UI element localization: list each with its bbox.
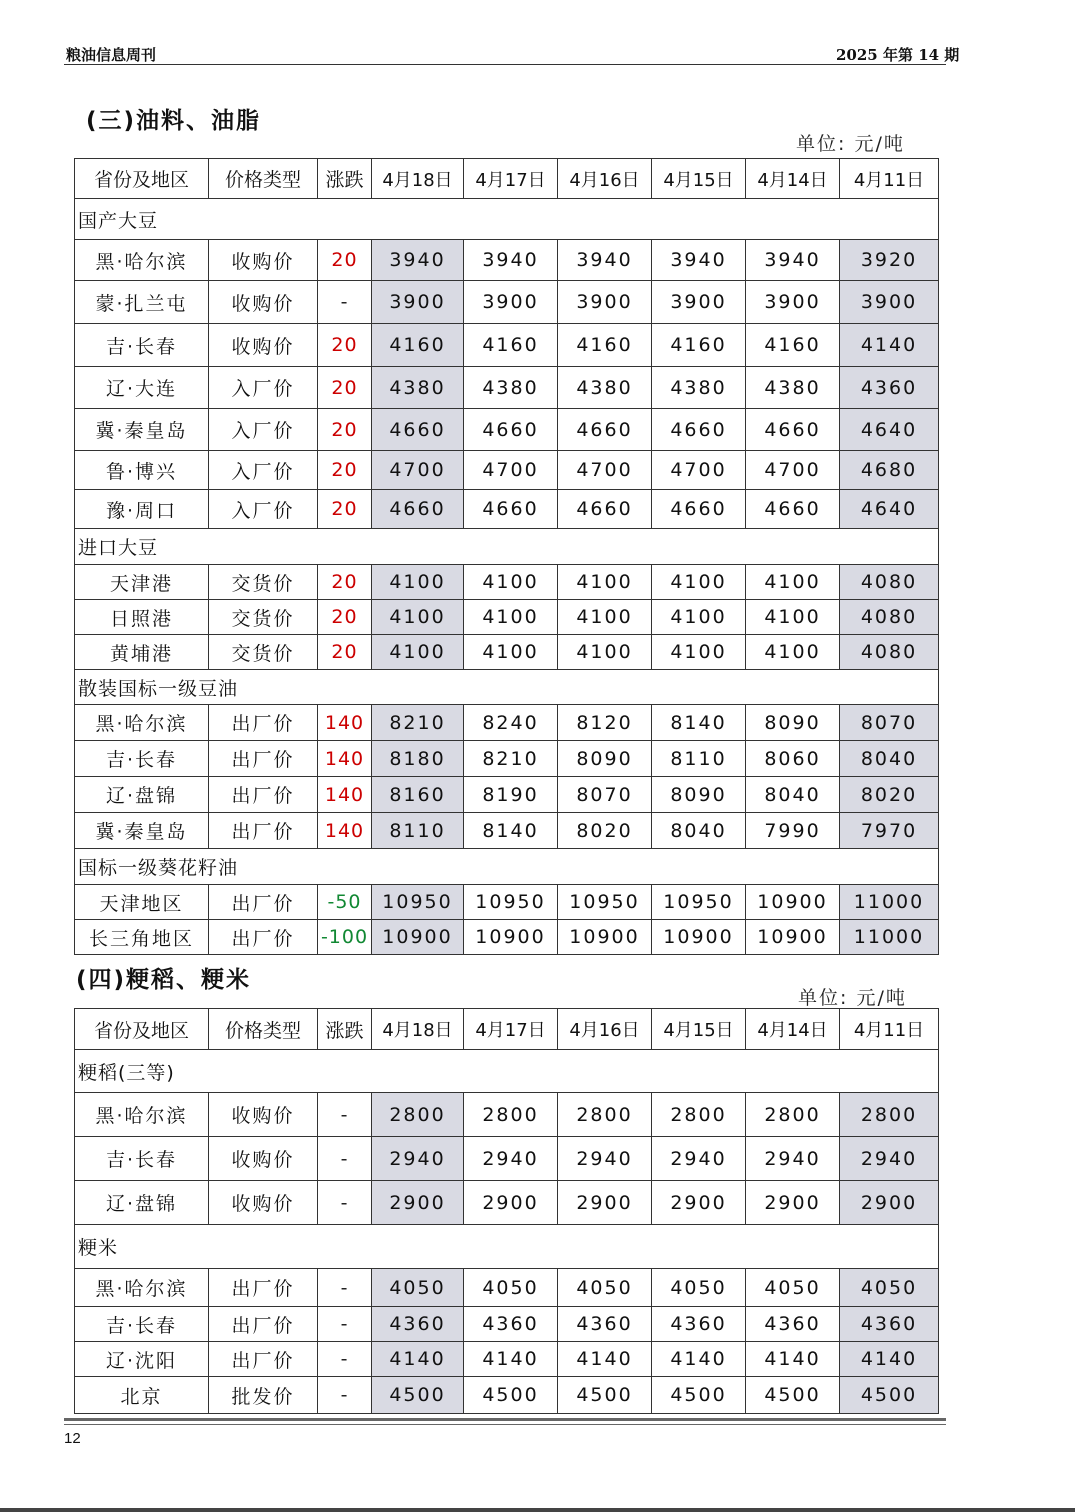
price-cell: 8180	[372, 741, 464, 777]
price-cell: 4050	[840, 1269, 939, 1307]
price-cell: 4700	[652, 451, 746, 490]
change-cell: 140	[318, 705, 372, 741]
price-table-rice	[74, 1008, 939, 1414]
price-cell: 10950	[652, 885, 746, 920]
region-cell: 吉·长春	[75, 324, 209, 367]
table-row	[75, 324, 939, 367]
price-cell: 3940	[652, 240, 746, 281]
price-cell: 2900	[652, 1181, 746, 1225]
price-cell: 4500	[746, 1377, 840, 1414]
price-cell: 2940	[840, 1137, 939, 1181]
price-type-cell: 批发价	[209, 1377, 318, 1414]
header-rule	[64, 64, 946, 65]
price-cell: 2900	[372, 1181, 464, 1225]
page-number: 12	[64, 1430, 81, 1447]
region-cell: 黑·哈尔滨	[75, 240, 209, 281]
region-cell: 吉·长春	[75, 1307, 209, 1342]
column-header: 省份及地区	[75, 1009, 209, 1050]
region-cell: 天津港	[75, 565, 209, 600]
change-cell: -	[318, 1137, 372, 1181]
table-row	[75, 777, 939, 813]
price-cell: 4100	[652, 565, 746, 600]
table-row	[75, 490, 939, 529]
price-type-cell: 出厂价	[209, 1269, 318, 1307]
region-cell: 冀·秦皇岛	[75, 813, 209, 849]
price-cell: 8040	[840, 741, 939, 777]
price-cell: 3900	[558, 281, 652, 324]
price-cell: 4050	[558, 1269, 652, 1307]
unit-label-oils: 单位: 元/吨	[796, 133, 905, 155]
group-row	[75, 199, 939, 240]
change-cell: 20	[318, 600, 372, 635]
price-cell: 4100	[372, 635, 464, 670]
price-type-cell: 入厂价	[209, 490, 318, 529]
price-type-cell: 交货价	[209, 600, 318, 635]
table-row	[75, 741, 939, 777]
column-header: 4月11日	[840, 159, 939, 199]
price-cell: 4140	[746, 1342, 840, 1377]
change-cell: 20	[318, 324, 372, 367]
price-cell: 4700	[464, 451, 558, 490]
price-cell: 4360	[746, 1307, 840, 1342]
price-cell: 2900	[464, 1181, 558, 1225]
price-cell: 4660	[464, 490, 558, 529]
price-cell: 10900	[558, 920, 652, 955]
price-cell: 2940	[558, 1137, 652, 1181]
price-cell: 4660	[372, 409, 464, 451]
price-cell: 4360	[840, 1307, 939, 1342]
footer-rule	[64, 1418, 946, 1421]
change-cell: -	[318, 1307, 372, 1342]
price-cell: 8160	[372, 777, 464, 813]
group-label: 散装国标一级豆油	[75, 670, 939, 705]
change-cell: -	[318, 1269, 372, 1307]
price-cell: 2940	[652, 1137, 746, 1181]
price-cell: 4360	[840, 367, 939, 409]
region-cell: 辽·沈阳	[75, 1342, 209, 1377]
region-cell: 鲁·博兴	[75, 451, 209, 490]
price-type-cell: 出厂价	[209, 920, 318, 955]
price-type-cell: 收购价	[209, 281, 318, 324]
change-cell: 20	[318, 490, 372, 529]
price-cell: 4080	[840, 565, 939, 600]
price-cell: 10900	[372, 920, 464, 955]
price-cell: 4660	[746, 409, 840, 451]
table-row	[75, 1137, 939, 1181]
column-header: 4月15日	[652, 1009, 746, 1050]
table-header-row	[75, 159, 939, 199]
price-cell: 4500	[652, 1377, 746, 1414]
region-cell: 黄埔港	[75, 635, 209, 670]
price-type-cell: 入厂价	[209, 451, 318, 490]
price-cell: 3940	[746, 240, 840, 281]
price-type-cell: 收购价	[209, 240, 318, 281]
price-cell: 4500	[840, 1377, 939, 1414]
price-cell: 4100	[372, 565, 464, 600]
price-cell: 8140	[464, 813, 558, 849]
table-row	[75, 1377, 939, 1414]
price-type-cell: 收购价	[209, 1181, 318, 1225]
table-row	[75, 1342, 939, 1377]
column-header: 4月15日	[652, 159, 746, 199]
price-cell: 2800	[372, 1093, 464, 1137]
region-cell: 豫·周口	[75, 490, 209, 529]
price-cell: 10950	[464, 885, 558, 920]
table-row	[75, 920, 939, 955]
price-cell: 4660	[558, 490, 652, 529]
price-cell: 4700	[558, 451, 652, 490]
price-cell: 3940	[464, 240, 558, 281]
price-cell: 8210	[372, 705, 464, 741]
table-row	[75, 1269, 939, 1307]
price-cell: 4640	[840, 409, 939, 451]
table-row	[75, 367, 939, 409]
price-cell: 4050	[372, 1269, 464, 1307]
column-header: 省份及地区	[75, 159, 209, 199]
price-type-cell: 入厂价	[209, 409, 318, 451]
price-cell: 8090	[746, 705, 840, 741]
price-cell: 2800	[558, 1093, 652, 1137]
price-cell: 8210	[464, 741, 558, 777]
price-cell: 4160	[558, 324, 652, 367]
price-cell: 8040	[746, 777, 840, 813]
price-cell: 4660	[652, 409, 746, 451]
price-cell: 8020	[558, 813, 652, 849]
table-row	[75, 813, 939, 849]
group-row	[75, 529, 939, 565]
price-cell: 8240	[464, 705, 558, 741]
change-cell: 20	[318, 409, 372, 451]
price-cell: 4100	[464, 600, 558, 635]
column-header: 4月14日	[746, 1009, 840, 1050]
price-cell: 4380	[746, 367, 840, 409]
price-type-cell: 出厂价	[209, 885, 318, 920]
price-cell: 2940	[372, 1137, 464, 1181]
price-cell: 10900	[652, 920, 746, 955]
price-cell: 4700	[746, 451, 840, 490]
region-cell: 长三角地区	[75, 920, 209, 955]
column-header: 涨跌	[318, 1009, 372, 1050]
table-row	[75, 635, 939, 670]
group-label: 国产大豆	[75, 199, 939, 240]
price-cell: 4380	[652, 367, 746, 409]
price-type-cell: 交货价	[209, 635, 318, 670]
table-row	[75, 1307, 939, 1342]
price-cell: 4080	[840, 635, 939, 670]
region-cell: 辽·盘锦	[75, 777, 209, 813]
price-cell: 4140	[840, 1342, 939, 1377]
column-header: 4月16日	[558, 1009, 652, 1050]
price-cell: 4100	[558, 565, 652, 600]
price-cell: 4100	[746, 635, 840, 670]
price-cell: 4140	[652, 1342, 746, 1377]
price-cell: 4160	[464, 324, 558, 367]
price-cell: 2800	[652, 1093, 746, 1137]
table-row	[75, 240, 939, 281]
column-header: 4月18日	[372, 1009, 464, 1050]
group-row	[75, 670, 939, 705]
price-cell: 4660	[746, 490, 840, 529]
table-row	[75, 600, 939, 635]
table-row	[75, 565, 939, 600]
group-row	[75, 849, 939, 885]
price-cell: 2900	[840, 1181, 939, 1225]
price-cell: 4500	[464, 1377, 558, 1414]
price-cell: 4500	[372, 1377, 464, 1414]
region-cell: 冀·秦皇岛	[75, 409, 209, 451]
table-row	[75, 409, 939, 451]
price-cell: 4680	[840, 451, 939, 490]
price-type-cell: 收购价	[209, 1137, 318, 1181]
price-cell: 4140	[558, 1342, 652, 1377]
issue-number: 2025 年第 14 期	[836, 46, 960, 64]
change-cell: -	[318, 1181, 372, 1225]
region-cell: 日照港	[75, 600, 209, 635]
price-type-cell: 收购价	[209, 1093, 318, 1137]
price-cell: 10900	[464, 920, 558, 955]
price-cell: 4360	[372, 1307, 464, 1342]
change-cell: 20	[318, 240, 372, 281]
column-header: 4月17日	[464, 159, 558, 199]
price-cell: 8120	[558, 705, 652, 741]
price-cell: 4380	[558, 367, 652, 409]
price-cell: 4050	[464, 1269, 558, 1307]
region-cell: 天津地区	[75, 885, 209, 920]
price-cell: 4660	[464, 409, 558, 451]
price-cell: 4100	[652, 600, 746, 635]
price-cell: 4660	[652, 490, 746, 529]
price-cell: 3900	[652, 281, 746, 324]
price-cell: 4100	[746, 600, 840, 635]
price-type-cell: 出厂价	[209, 1307, 318, 1342]
price-cell: 4380	[464, 367, 558, 409]
price-cell: 11000	[840, 885, 939, 920]
change-cell: 20	[318, 635, 372, 670]
price-cell: 2800	[746, 1093, 840, 1137]
price-cell: 4660	[372, 490, 464, 529]
column-header: 涨跌	[318, 159, 372, 199]
price-cell: 4360	[464, 1307, 558, 1342]
group-label: 粳稻(三等)	[75, 1050, 939, 1093]
region-cell: 辽·大连	[75, 367, 209, 409]
price-cell: 8020	[840, 777, 939, 813]
price-cell: 3900	[840, 281, 939, 324]
region-cell: 蒙·扎兰屯	[75, 281, 209, 324]
price-cell: 7970	[840, 813, 939, 849]
region-cell: 北京	[75, 1377, 209, 1414]
table-row	[75, 705, 939, 741]
price-cell: 3920	[840, 240, 939, 281]
price-type-cell: 交货价	[209, 565, 318, 600]
price-cell: 8090	[558, 741, 652, 777]
section-title-rice: (四)粳稻、粳米	[76, 967, 252, 993]
change-cell: -100	[318, 920, 372, 955]
change-cell: -	[318, 1093, 372, 1137]
price-cell: 4100	[652, 635, 746, 670]
price-cell: 3940	[372, 240, 464, 281]
price-type-cell: 出厂价	[209, 777, 318, 813]
price-type-cell: 出厂价	[209, 705, 318, 741]
group-label: 粳米	[75, 1225, 939, 1269]
price-cell: 4100	[558, 635, 652, 670]
price-cell: 3940	[558, 240, 652, 281]
column-header: 4月14日	[746, 159, 840, 199]
price-cell: 4360	[558, 1307, 652, 1342]
column-header: 4月16日	[558, 159, 652, 199]
region-cell: 黑·哈尔滨	[75, 705, 209, 741]
price-cell: 4380	[372, 367, 464, 409]
region-cell: 黑·哈尔滨	[75, 1093, 209, 1137]
price-cell: 4080	[840, 600, 939, 635]
region-cell: 黑·哈尔滨	[75, 1269, 209, 1307]
price-cell: 2800	[464, 1093, 558, 1137]
price-type-cell: 出厂价	[209, 813, 318, 849]
price-cell: 2900	[746, 1181, 840, 1225]
price-cell: 4700	[372, 451, 464, 490]
price-cell: 8070	[840, 705, 939, 741]
price-type-cell: 出厂价	[209, 1342, 318, 1377]
group-label: 进口大豆	[75, 529, 939, 565]
price-table-oils	[74, 158, 939, 955]
publication-title: 粮油信息周刊	[66, 46, 157, 64]
price-cell: 4100	[464, 635, 558, 670]
change-cell: 20	[318, 565, 372, 600]
price-cell: 4050	[652, 1269, 746, 1307]
price-cell: 8070	[558, 777, 652, 813]
column-header: 价格类型	[209, 1009, 318, 1050]
table-row	[75, 885, 939, 920]
price-cell: 3900	[464, 281, 558, 324]
price-cell: 8190	[464, 777, 558, 813]
group-row	[75, 1225, 939, 1269]
region-cell: 辽·盘锦	[75, 1181, 209, 1225]
change-cell: -	[318, 1377, 372, 1414]
price-cell: 4360	[652, 1307, 746, 1342]
price-cell: 8110	[372, 813, 464, 849]
price-cell: 4100	[464, 565, 558, 600]
price-cell: 8110	[652, 741, 746, 777]
price-type-cell: 出厂价	[209, 741, 318, 777]
price-cell: 2800	[840, 1093, 939, 1137]
change-cell: 20	[318, 367, 372, 409]
price-cell: 4640	[840, 490, 939, 529]
price-cell: 4100	[558, 600, 652, 635]
unit-label-rice: 单位: 元/吨	[798, 987, 907, 1009]
change-cell: 140	[318, 741, 372, 777]
price-cell: 3900	[372, 281, 464, 324]
column-header: 4月11日	[840, 1009, 939, 1050]
table-row	[75, 1181, 939, 1225]
price-cell: 2900	[558, 1181, 652, 1225]
price-cell: 4100	[372, 600, 464, 635]
price-cell: 4660	[558, 409, 652, 451]
bottom-edge	[0, 1508, 1075, 1512]
price-cell: 4140	[372, 1342, 464, 1377]
price-cell: 10950	[558, 885, 652, 920]
price-cell: 10900	[746, 920, 840, 955]
table-row	[75, 281, 939, 324]
price-cell: 10950	[372, 885, 464, 920]
price-cell: 8040	[652, 813, 746, 849]
change-cell: -50	[318, 885, 372, 920]
change-cell: 140	[318, 813, 372, 849]
region-cell: 吉·长春	[75, 1137, 209, 1181]
group-label: 国标一级葵花籽油	[75, 849, 939, 885]
table-header-row	[75, 1009, 939, 1050]
table-row	[75, 1093, 939, 1137]
price-type-cell: 入厂价	[209, 367, 318, 409]
region-cell: 吉·长春	[75, 741, 209, 777]
price-cell: 4500	[558, 1377, 652, 1414]
change-cell: 140	[318, 777, 372, 813]
price-cell: 8060	[746, 741, 840, 777]
price-cell: 4160	[652, 324, 746, 367]
price-cell: 2940	[464, 1137, 558, 1181]
change-cell: -	[318, 1342, 372, 1377]
column-header: 4月17日	[464, 1009, 558, 1050]
footer-rule-thin	[64, 1424, 946, 1425]
group-row	[75, 1050, 939, 1093]
price-type-cell: 收购价	[209, 324, 318, 367]
change-cell: -	[318, 281, 372, 324]
price-cell: 4160	[746, 324, 840, 367]
column-header: 价格类型	[209, 159, 318, 199]
price-cell: 3900	[746, 281, 840, 324]
price-cell: 8090	[652, 777, 746, 813]
change-cell: 20	[318, 451, 372, 490]
table-row	[75, 451, 939, 490]
column-header: 4月18日	[372, 159, 464, 199]
section-title-oils: (三)油料、油脂	[86, 108, 262, 134]
price-cell: 4140	[464, 1342, 558, 1377]
price-cell: 10900	[746, 885, 840, 920]
price-cell: 7990	[746, 813, 840, 849]
price-cell: 8140	[652, 705, 746, 741]
price-cell: 2940	[746, 1137, 840, 1181]
price-cell: 4050	[746, 1269, 840, 1307]
price-cell: 11000	[840, 920, 939, 955]
price-cell: 4100	[746, 565, 840, 600]
price-cell: 4140	[840, 324, 939, 367]
price-cell: 4160	[372, 324, 464, 367]
